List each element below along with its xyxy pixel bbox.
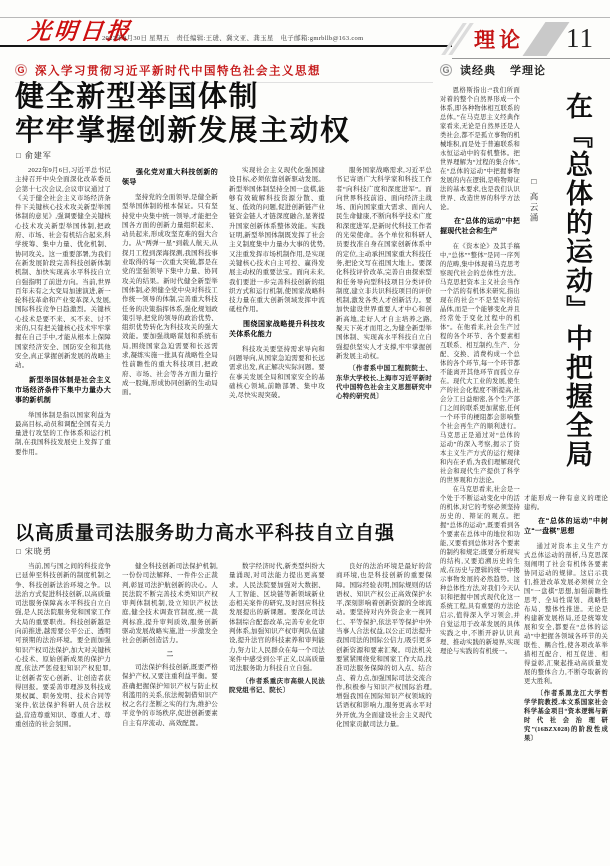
article1-author: □ 俞建军	[16, 151, 52, 160]
paragraph: 当前,国与国之间的科技竞争已延伸至科技创新的制度机制之争、科技创新法治环境之争。以法治方式促进科技创新,以高质量司法服务保障高水平科技自立自强,是人民法院服务党和国家工作大局的重要职责。科技创新越是向前推进,越需要公平公正、透明可预期的法治环境。要全面加强知识产权司法保护,加大对关键核心技术、原始创新成果的保护力度,依法严惩侵犯知识产权犯罪,让创新者安心创新、让创造者获得回报。要妥善审理涉及科技成果权属、职务发明、技术合同等案件,依法保护科研人员合法权益,营造尊重知识、尊重人才、尊重创造的社会氛围。	[15, 563, 111, 729]
paragraph: 通过对资本主义生产方式总体运动的剖析,马克思深刻阐明了社会有机体各要素协同运动的规律。这启示我们,推进改革发展必须树立全国“一盘棋”思想,加强前瞻性思考、全局性谋划、战略性布局、整体性推进。无论是构建新发展格局,还是统筹发展和安全,都要在“总体的运动”中把握各领域各环节的关联性、耦合性,使各项改革举措相互配合、相互促进、相得益彰,汇聚起推动高质量发展的整体合力,不断夺取新的更大胜利。	[524, 543, 608, 685]
section-underline	[452, 58, 610, 59]
article1-column-3	[229, 166, 325, 515]
article2-body	[15, 562, 433, 866]
guangming-g-icon: G	[15, 64, 27, 76]
headline-line2: 牢牢掌握创新发展主动权	[15, 115, 351, 147]
headline-line1: 健全新型举国体制	[15, 81, 260, 113]
paragraph: 在《资本论》及其手稿中,“总体”“整体”是同一序列的范畴,集中体现着马克思考察现代社会的总体性方法。马克思把资本主义社会当作一个活的有机体来研究,指出现在的社会“不是坚实的结晶体,而是一个能够变化并且经常处于变化过程中的机体”。在他看来,社会生产过程的各个环节、各个要素相互联系、相互制约,生产、分配、交换、消费构成一个总体的各个环节,每一个环节都不能离开其他环节而孤立存在。现代大工业的发展,使生产的社会化程度不断提高,社会分工日益细密,各个生产部门之间的联系更加紧密,任何一个环节的梗阻都会影响整个社会再生产的顺利进行。马克思正是通过对“总体的运动”的深入考察,揭示了资本主义生产方式的运行规律和内在矛盾,为我们理解现代社会和现代生产提供了科学的世界观和方法论。	[440, 243, 520, 484]
article2-author: □ 宋晓勇	[16, 547, 52, 556]
diagonal-stripe	[523, 22, 570, 56]
paragraph: 服务国家战略需求,习近平总书记寄语广大科学家和科技工作者“向科技广度和深度进军”。面向世界科技前沿、面向经济主战场、面向国家重大需求、面向人民生命健康,不断向科学技术广度和深度进军,是新时代科技工作者的光荣使命。各个单位和科研人员要找准自身在国家创新体系中的定位,主动承担国家重大科技任务,把论文写在祖国大地上。要深化科技评价改革,完善自由探索型和任务导向型科技项目分类评价制度,建立非共识科技项目的评价机制,激发各类人才创新活力。要加快建设世界重要人才中心和创新高地,走好人才自主培养之路,聚天下英才而用之,为健全新型举国体制、实现高水平科技自立自强提供坚实人才支撑,牢牢掌握创新发展主动权。	[336, 167, 432, 360]
article1-column-2	[122, 166, 218, 515]
article1-subheading-1: 新型举国体制是社会主义市场经济条件下集中力量办大事的新机制	[15, 376, 111, 404]
sidebar-column-b	[524, 494, 608, 865]
paragraph: 坚持党的全面领导,是健全新型举国体制的根本保证。只有坚持党中央集中统一领导,才能把全国各方面的创新力量组织起来、动员起来,形成攻坚克难的强大合力。从“两弹一星”到载人航天,从探月工程到深海探测,我国科技事业取得的每一次重大突破,都是在党的坚强领导下集中力量、协同攻关的结果。新时代健全新型举国体制,必须健全党中央对科技工作统一领导的体制,完善重大科技任务的决策指挥体系,强化规划政策引导,把党的领导的政治优势、组织优势转化为科技攻关的强大效能。要加强战略谋划和系统布局,围绕国家急迫需要和长远需求,凝练实施一批具有战略性全局性前瞻性的重大科技项目,把政府、市场、社会等各方面力量拧成一股绳,形成协同创新的生动局面。	[122, 194, 218, 397]
article1-author-note: 〔作者系中国工程院院士、东华大学校长,上海市习近平新时代中国特色社会主义思想研究中心特约研究员〕	[336, 365, 432, 401]
paragraph: 健全科技创新司法保护机制,一份份司法解释、一件件公正裁判,彰显司法护航创新的决心。人民法院不断完善技术类知识产权审判体制机制,设立知识产权法庭,健全技术调查官制度,统一裁判标准,提升审判质效,服务创新驱动发展战略实施,进一步激发全社会创新创造活力。	[122, 563, 218, 645]
masthead-logo: 光明日报	[26, 19, 134, 44]
paragraph: 司法保护科技创新,既要严格保护产权,又要注重利益平衡。要准确把握保护知识产权与防止权利滥用的关系,依法规制借知识产权之名行垄断之实的行为,维护公平竞争的市场秩序,促进创新要素自主有序流动、高效配置。	[122, 663, 218, 727]
sidebar-subheading-1: 在“总体的运动”中把握现代社会和生产	[440, 218, 520, 235]
dateline: 2022年9月30日 星期五 责任编辑:王琎、冀文亚、龚玉星 电子邮箱:gmrbllb@163.com	[102, 35, 364, 42]
sidebar-vertical-author: □ 高云涌	[529, 176, 539, 224]
article2-headline: 以高质量司法服务助力高水平科技自立自强	[15, 523, 396, 544]
sidebar-vertical-headline: 在『总体的运动』中把握全局	[562, 92, 592, 469]
article2-column-2	[122, 562, 218, 866]
section-marker: 二	[166, 650, 174, 658]
sidebar-subheading-2: 在“总体的运动”中树立“一盘棋”思想	[524, 518, 608, 535]
paragraph: 举国体制是指以国家利益为最高目标,动员和调配全国有关力量进行攻坚的工作体系和运行机制,在我国科技发展史上发挥了重要作用。	[15, 411, 111, 456]
paragraph: 恩格斯指出:“我们所面对着的整个自然界形成一个体系,即各种物体相互联系的总体。”在马克思主义经典作家看来,无论是自然界还是人类社会,都不是孤立事物的机械堆积,而是处于普遍联系和永恒运动中的有机整体。把世界理解为“过程的集合体”,在“总体的运动”中把握事物发展的内在逻辑,是唯物辩证法的基本要求,也是我们认识世界、改造世界的科学方法论。	[440, 87, 520, 211]
sidebar-kicker	[440, 61, 556, 79]
article2-column-4	[336, 562, 432, 866]
paragraph: 在马克思看来,社会是一个处于不断运动变化中的活的机体,对它的考察必须坚持历史的、辩证的观点。把握“总体的运动”,既要看到各个要素在总体中的地位和功能,又要看到总体对各个要素的制约和规定;既要分析现实的结构,又要追溯历史的生成,在历史与逻辑的统一中揭示事物发展的必然趋势。这种总体性方法,对我们今天认识和把握中国式现代化这一系统工程,具有重要的方法论启示,值得深入学习领会,并自觉运用于改革发展的具体实践之中,不断开辟认识真理、推动实践的新境界,实现理论与实践的有机统一。	[440, 486, 520, 655]
article1-subheading-2: 强化党对重大科技创新的领导	[122, 169, 218, 186]
top-rule	[0, 17, 610, 18]
article1-column-4	[336, 166, 432, 515]
sidebar-kicker-left: 读经典	[460, 65, 496, 78]
kicker-text: 深入学习贯彻习近平新时代中国特色社会主义思想	[35, 65, 321, 78]
article1-column-1	[15, 166, 111, 515]
sidebar-author-note: 〔作者系黑龙江大学哲学学院教授,本文系国家社会科学基金项目“资本逻辑与新时代社会治理研究”(16BZX028)的阶段性成果〕	[524, 690, 608, 742]
paragraph: 实现社会主义现代化强国建设目标,必须依靠创新驱动发展。新型举国体制坚持全国一盘棋,能够有效破解科技资源分散、重复、低效的问题,促进创新链产业链资金链人才链深度融合,显著提升国家创新体系整体效能。实践证明,新型举国体制既发挥了社会主义制度集中力量办大事的优势,又注重发挥市场机制作用,是实现关键核心技术自主可控、赢得发展主动权的重要法宝。面向未来,我们要进一步完善科技创新的组织方式和运行机制,使国家战略科技力量在重大创新领域发挥中流砥柱作用。	[229, 167, 325, 314]
guangming-g-icon: G	[440, 64, 452, 76]
paragraph: 2022年9月6日,习近平总书记主持召开中央全面深化改革委员会第十七次会议,会议审议通过了《关于健全社会主义市场经济条件下关键核心技术攻关新型举国体制的意见》,强调要健全关键核心技术攻关新型举国体制,把政府、市场、社会有机结合起来,科学统筹、集中力量、优化机制、协同攻关。这一重要部署,为我们在新发展阶段完善科技创新体制机制、加快实现高水平科技自立自强指明了前进方向。当前,世界百年未有之大变局加速演进,新一轮科技革命和产业变革深入发展,国际科技竞争日趋激烈。关键核心技术是要不来、买不来、讨不来的,只有把关键核心技术牢牢掌握在自己手中,才能从根本上保障国家经济安全、国防安全和其他安全,真正掌握创新发展的战略主动。	[15, 167, 111, 370]
paragraph: 数字经济时代,新类型纠纷大量涌现,对司法能力提出更高要求。人民法院要加强对大数据、人工智能、区块链等新领域新业态相关案件的研究,及时回应科技发展提出的新课题。要深化司法体制综合配套改革,完善专业化审判体系,加强知识产权审判队伍建设,提升法官的科技素养和审判能力,努力让人民群众在每一个司法案件中感受到公平正义,以高质量司法服务助力科技自立自强。	[229, 563, 325, 673]
article2-column-3	[229, 562, 325, 866]
article2-author-note: 〔作者系重庆市高级人民法院党组书记、院长〕	[229, 677, 325, 694]
paragraph: 才能形成一种有意义的理论建构。	[524, 495, 608, 511]
section-label: 理论	[474, 27, 524, 52]
masthead-rule	[0, 45, 452, 47]
sidebar-column-a	[440, 86, 520, 864]
article1-body	[15, 166, 433, 515]
sidebar-kicker-right: 学理论	[510, 65, 546, 78]
page-number: 11	[566, 23, 594, 53]
paragraph: 良好的法治环境是最好的营商环境,也是科技创新的重要保障。国际经验表明,国际规则的话语权、知识产权公正高效保护水平,深刻影响着创新资源的全球流动。要坚持对内外资企业一视同仁、平等保护,依法平等保护中外当事人合法权益,以公正司法提升我国司法的国际公信力,吸引更多创新资源和要素汇聚。司法机关要紧紧围绕党和国家工作大局,找准司法服务保障的切入点、结合点、着力点,加强国际司法交流合作,积极参与知识产权国际治理,增强我国在国际知识产权领域的话语权和影响力,服务更高水平对外开放,为全面建设社会主义现代化国家贡献司法力量。	[336, 563, 432, 729]
article1-headline	[15, 80, 351, 148]
paragraph: 科技攻关要坚持需求导向和问题导向,从国家急迫需要和长远需求出发,真正解决实际问题。要在事关发展全局和国家安全的基础核心领域,前瞻部署、集中攻关,尽快实现突破。	[229, 345, 325, 400]
section-box	[452, 20, 610, 57]
article2-column-1	[15, 562, 111, 866]
article1-subheading-3: 围绕国家战略提升科技攻关体系化能力	[229, 320, 325, 338]
